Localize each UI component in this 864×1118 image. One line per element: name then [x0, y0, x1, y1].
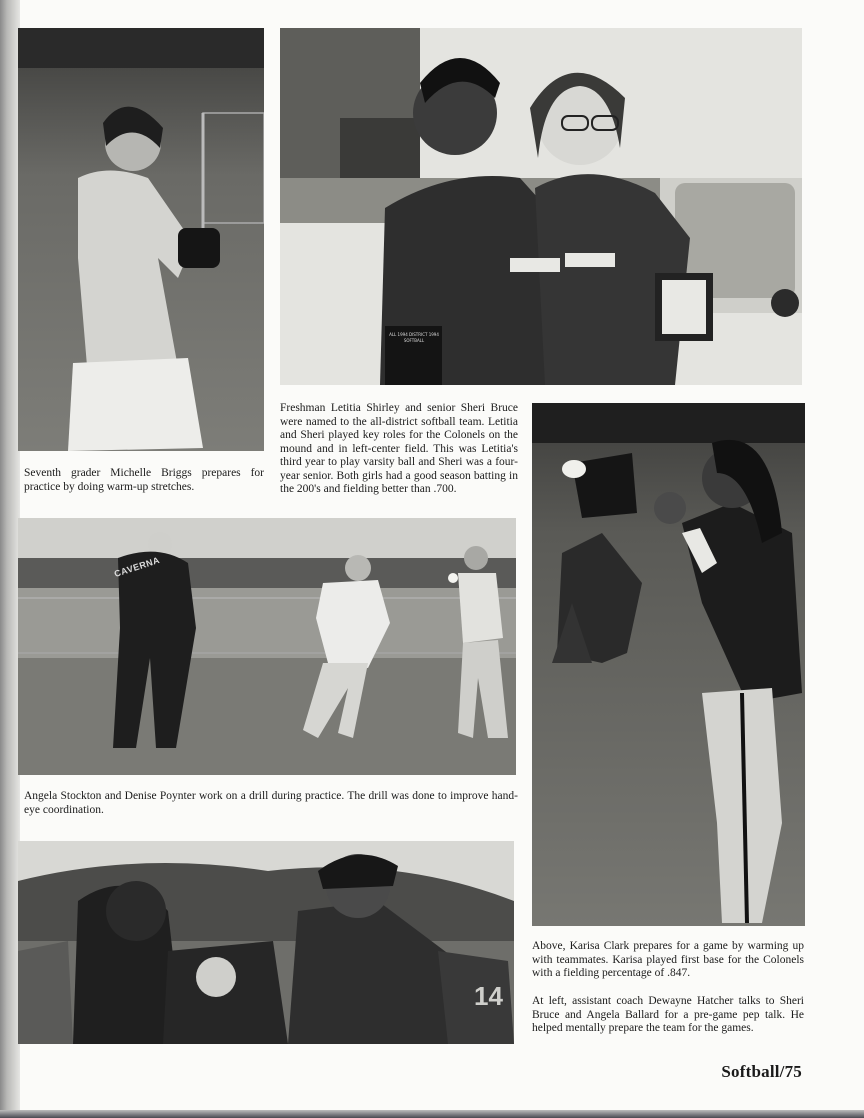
jersey-number: 14	[474, 981, 503, 1011]
photo-letitia-and-sheri	[280, 28, 802, 385]
page-bottom-edge	[0, 1110, 864, 1118]
caption-michelle-briggs: Seventh grader Michelle Briggs prepares for practice by doing warm-up stretches.	[24, 467, 264, 493]
caption-assistant-coach: At left, assistant coach Dewayne Hatcher talks to Sheri Bruce and Angela Ballard for a pre-game pep talk. He helped mentally prepare the team for the games.	[532, 995, 804, 1034]
photo-michelle-stretching	[18, 28, 264, 451]
caption-drill-practice: Angela Stockton and Denise Poynter work on a drill during practice. The drill was done to improve hand-eye coordination.	[24, 790, 518, 816]
page-folio: Softball/75	[721, 1062, 802, 1081]
jacket-lettering: CAVERNA	[112, 554, 162, 580]
plaque-inscription: ALL 1994 DISTRICT 1994 SOFTBALL	[389, 332, 439, 343]
photo-karisa-clark-warming-up	[532, 403, 805, 926]
caption-karisa-clark: Above, Karisa Clark prepares for a game by warming up with teammates. Karisa played first base for the Colonels with a fielding percentage of .847.	[532, 940, 804, 979]
book-spine-shadow	[0, 0, 20, 1118]
caption-letitia-and-sheri: Freshman Letitia Shirley and senior Sheri Bruce were named to the all-district softball team. Letitia and Sheri played key roles for the Colonels on the mound and in left-center field. This was Letitia's third year to play varsity ball and Sheri was a four-year senior. Both girls had a good season batting in the 200's and fielding better than .700.	[280, 402, 518, 495]
photo-drill-practice	[18, 518, 516, 775]
photo-coach-pep-talk	[18, 841, 514, 1044]
